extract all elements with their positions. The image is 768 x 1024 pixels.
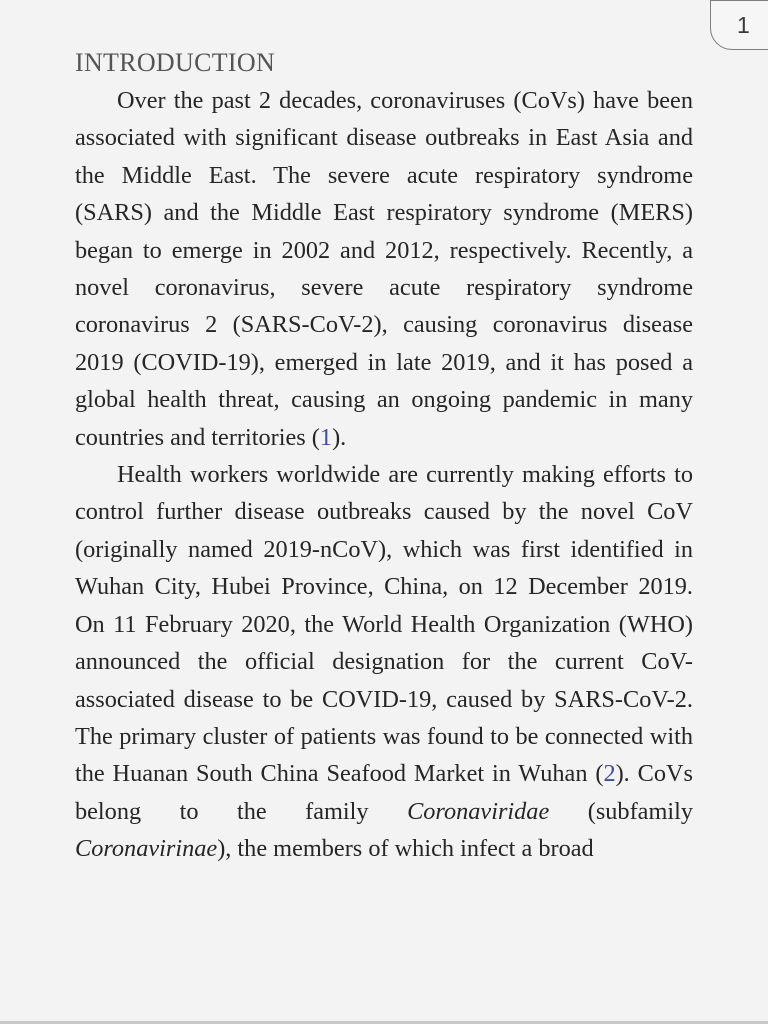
- page-number-badge: [710, 0, 768, 50]
- family-name: Coronaviridae: [407, 797, 550, 825]
- paragraph-2-text-mid: ). CoVs belong to the family: [75, 760, 693, 825]
- paragraph-1-text: Over the past 2 decades, coronaviruses (CoVs) have been associated with significant disease outbreaks in East Asia and the Middle East. The severe acute respiratory syndrome (SARS) and the Middle East respiratory syndrome (MERS) began to emerge in 2002 and 2012, respectively. Recently, a novel coronavirus, severe acute respiratory syndrome coronavirus 2 (SARS-CoV-2), causing coronavirus disease 2019 (COVID-19), emerged in late 2019, and it has posed a global health threat, causing an ongoing pandemic in many countries and territories (: [75, 87, 693, 451]
- article-body: [75, 44, 693, 868]
- section-heading: INTRODUCTION: [75, 48, 276, 77]
- reference-link-2[interactable]: 2: [603, 760, 616, 788]
- paragraph-2-text-end: ), the members of which infect a broad: [217, 835, 594, 863]
- paragraph-1: [75, 82, 693, 456]
- paragraph-2: [75, 456, 693, 867]
- page-number: 1: [737, 12, 750, 38]
- paragraph-1-text-end: ).: [332, 423, 347, 451]
- paragraph-2-text-subfamily: (subfamily: [549, 797, 693, 825]
- reference-link-1[interactable]: 1: [319, 423, 333, 451]
- subfamily-name: Coronavirinae: [75, 835, 218, 863]
- paragraph-2-text: Health workers worldwide are currently making efforts to control further disease outbreaks caused by the novel CoV (originally named 2019-nCoV), which was first identified in Wuhan City, Hubei Province, China, on 12 December 2019. On 11 February 2020, the World Health Organization (WHO) announced the official designation for the current CoV-associated disease to be COVID-19, caused by SARS-CoV-2. The primary cluster of patients was found to be connected with the Huanan South China Seafood Market in Wuhan (: [75, 461, 693, 788]
